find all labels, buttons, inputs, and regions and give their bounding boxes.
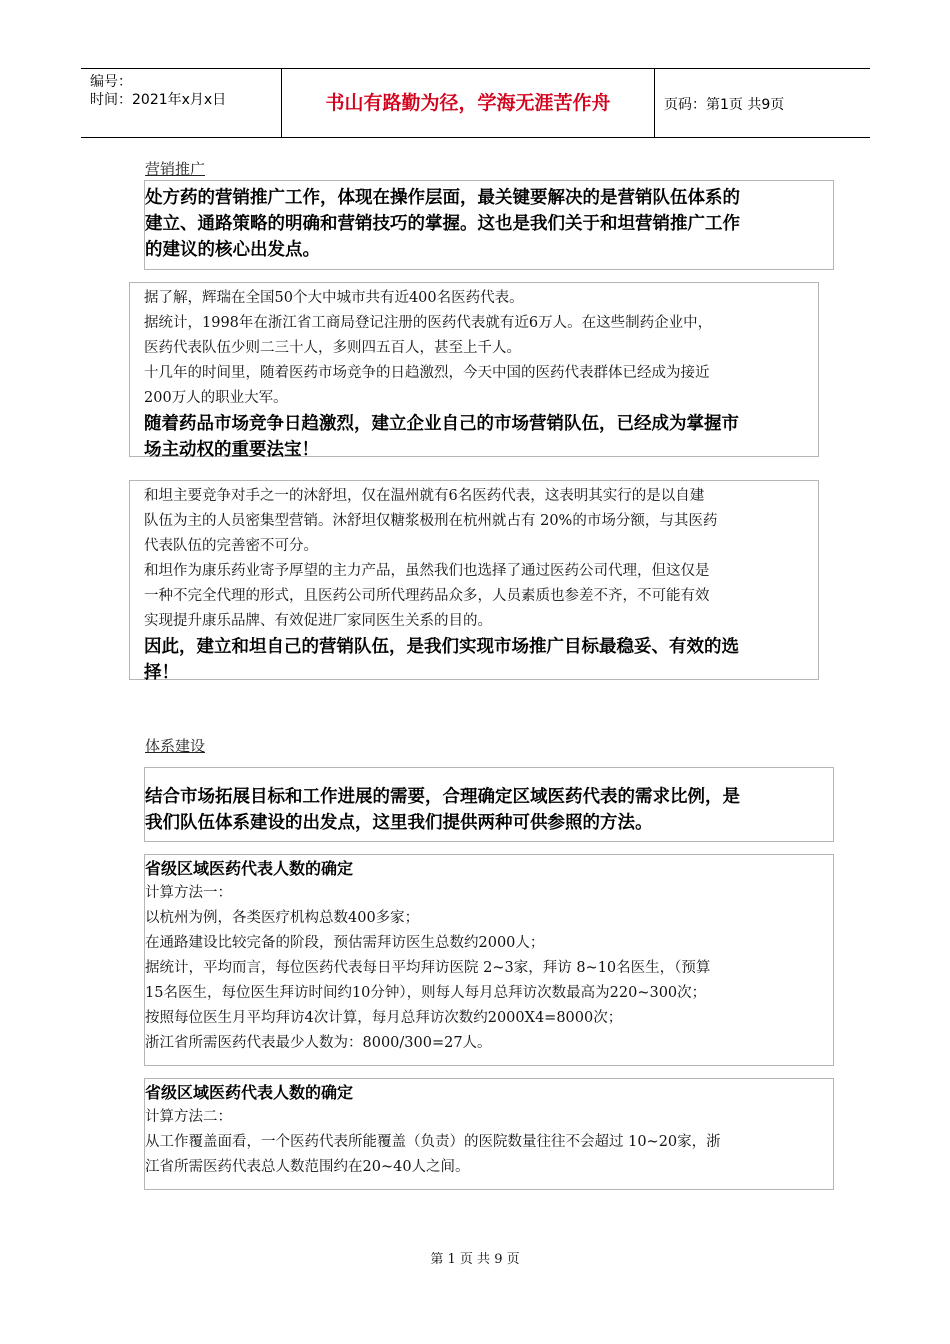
analysis-line: 实现提升康乐品牌、有效促进厂家同医生关系的目的。 — [144, 613, 492, 629]
system-intro-box — [144, 767, 834, 842]
method-line: 按照每位医生月平均拜访4次计算，每月总拜访次数约2000X4=8000次； — [145, 1010, 623, 1026]
conclusion-line: 因此，建立和坦自己的营销队伍，是我们实现市场推广目标最稳妥、有效的选 — [144, 637, 739, 657]
section-title-system: 体系建设 — [145, 737, 206, 755]
conclusion-line: 场主动权的重要法宝！ — [144, 440, 319, 460]
method-line: 以杭州为例，各类医疗机构总数400多家； — [145, 910, 420, 926]
method-line: 江省所需医药代表总人数范围约在20~40人之间。 — [145, 1159, 470, 1175]
header-page-cell — [655, 69, 870, 137]
header-meta-cell — [81, 69, 282, 137]
page-footer: 第 1 页 共 9 页 — [430, 1252, 520, 1267]
analysis-line: 代表队伍的完善密不可分。 — [144, 538, 318, 554]
summary-line: 的建议的核心出发点。 — [145, 240, 320, 260]
summary-box — [144, 180, 834, 270]
page-header-table — [81, 68, 870, 138]
method-line: 在通路建设比较完备的阶段，预估需拜访医生总数约2000人； — [145, 935, 545, 951]
header-motto-cell — [282, 69, 655, 137]
method-line: 计算方法二： — [145, 1109, 232, 1125]
method-title: 省级区域医药代表人数的确定 — [145, 859, 354, 878]
conclusion-line: 择！ — [144, 663, 179, 683]
method-line: 计算方法一： — [145, 885, 232, 901]
fact-line: 医药代表队伍少则二三十人，多则四五百人，甚至上千人。 — [144, 340, 521, 356]
summary-line: 建立、通路策略的明确和营销技巧的掌握。这也是我们关于和坦营销推广工作 — [145, 214, 740, 234]
analysis-line: 一种不完全代理的形式，且医药公司所代理药品众多，人员素质也参差不齐，不可能有效 — [144, 588, 710, 604]
method-line: 浙江省所需医药代表最少人数为：8000/300=27人。 — [145, 1035, 492, 1051]
method-two-box — [144, 1078, 834, 1190]
method-line: 从工作覆盖面看，一个医药代表所能覆盖（负责）的医院数量往往不会超过 10~20家，浙 — [145, 1134, 721, 1150]
summary-line: 处方药的营销推广工作，体现在操作层面，最关键要解决的是营销队伍体系的 — [145, 188, 740, 208]
conclusion-line: 随着药品市场竞争日趋激烈，建立企业自己的市场营销队伍，已经成为掌握市 — [144, 414, 739, 434]
document-number-label: 编号： — [90, 74, 132, 90]
method-one-box — [144, 854, 834, 1066]
fact-line: 200万人的职业大军。 — [144, 390, 288, 406]
competitor-analysis-box — [129, 480, 819, 683]
fact-line: 据了解，辉瑞在全国50个大中城市共有近400名医药代表。 — [144, 290, 524, 306]
intro-line: 我们队伍体系建设的出发点，这里我们提供两种可供参照的方法。 — [145, 813, 653, 833]
industry-facts-box — [129, 282, 819, 460]
intro-line: 结合市场拓展目标和工作进展的需要，合理确定区域医药代表的需求比例，是 — [145, 787, 740, 807]
analysis-line: 和坦主要竞争对手之一的沐舒坦，仅在温州就有6名医药代表，这表明其实行的是以自建 — [144, 488, 705, 504]
method-line: 15名医生，每位医生拜访时间约10分钟），则每人每月总拜访次数最高为220~300次； — [145, 985, 707, 1001]
document-date: 时间：2021年x月x日 — [90, 92, 227, 108]
analysis-line: 和坦作为康乐药业寄予厚望的主力产品，虽然我们也选择了通过医药公司代理，但这仅是 — [144, 563, 710, 579]
page-info: 页码：第1页 共9页 — [664, 97, 785, 113]
method-title: 省级区域医药代表人数的确定 — [145, 1083, 354, 1102]
method-line: 据统计，平均而言，每位医药代表每日平均拜访医院 2~3家，拜访 8~10名医生，（预算 — [145, 960, 711, 976]
fact-line: 据统计，1998年在浙江省工商局登记注册的医药代表就有近6万人。在这些制药企业中， — [144, 315, 713, 331]
motto-text: 书山有路勤为径，学海无涯苦作舟 — [325, 92, 611, 114]
fact-line: 十几年的时间里，随着医药市场竞争的日趋激烈，今天中国的医药代表群体已经成为接近 — [144, 365, 710, 381]
section-title-marketing: 营销推广 — [145, 160, 206, 178]
analysis-line: 队伍为主的人员密集型营销。沐舒坦仅糖浆极刑在杭州就占有 20%的市场分额，与其医药 — [144, 513, 718, 529]
